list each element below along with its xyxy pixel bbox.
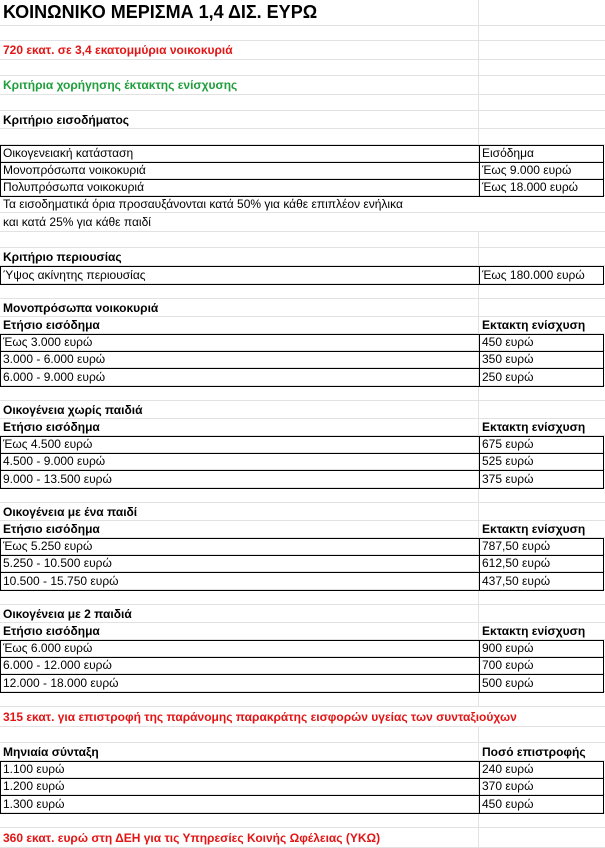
table-row [0, 761, 605, 778]
income-range-cell[interactable]: 6.000 - 12.000 ευρώ [3, 658, 112, 672]
table-row [0, 640, 605, 657]
refund-amount-cell[interactable]: 240 ευρώ [482, 762, 534, 776]
aid-column-header[interactable]: Εκτακτη ενίσχυση [482, 420, 586, 434]
income-range-cell[interactable]: Έως 6.000 ευρώ [3, 641, 93, 655]
household-type-cell[interactable]: Πολυπρόσωπα νοικοκυριά [3, 180, 145, 194]
income-range-cell[interactable]: 6.000 - 9.000 ευρώ [3, 369, 106, 384]
group-heading-row [0, 401, 605, 419]
aid-amount-cell[interactable]: 900 ευρώ [482, 641, 534, 655]
income-range-cell[interactable]: 10.500 - 15.750 ευρώ [3, 573, 119, 588]
table-row [0, 179, 605, 196]
income-limit-cell[interactable]: Έως 9.000 ευρώ [482, 163, 572, 177]
table-row [0, 555, 605, 572]
pensions-heading[interactable]: 315 εκατ. για επιστροφή της παράνομης παρακράτης εισφορών υγείας των συνταξιούχων [3, 709, 517, 724]
group-heading[interactable]: Οικογένεια με 2 παιδιά [3, 606, 132, 621]
income-range-cell[interactable]: 4.500 - 9.000 ευρώ [3, 454, 106, 468]
group-header-row [0, 317, 605, 334]
property-criterion-heading[interactable]: Κριτήριο περιουσίας [3, 249, 122, 264]
empty-row [0, 727, 605, 743]
aid-column-header[interactable]: Εκτακτη ενίσχυση [482, 522, 586, 536]
pension-column-header[interactable]: Μηνιαία σύνταξη [3, 744, 99, 759]
empty-row [0, 232, 605, 248]
income-note-line2[interactable]: και κατά 25% για κάθε παιδί [3, 215, 151, 229]
income-column-header[interactable]: Ετήσιο εισόδημα [3, 420, 100, 434]
aid-column-header[interactable]: Εκτακτη ενίσχυση [482, 318, 586, 332]
aid-amount-cell[interactable]: 612,50 ευρώ [482, 556, 551, 570]
empty-row [0, 26, 605, 41]
income-column-header[interactable]: Ετήσιο εισόδημα [3, 522, 100, 536]
aid-amount-cell[interactable]: 675 ευρώ [482, 437, 534, 451]
table-row [0, 351, 605, 368]
empty-row [0, 386, 605, 401]
household-type-cell[interactable]: Μονοπρόσωπα νοικοκυριά [3, 163, 146, 177]
pensions-heading-row [0, 707, 605, 727]
aid-amount-cell[interactable]: 500 ευρώ [482, 675, 534, 690]
income-column-header[interactable]: Ετήσιο εισόδημα [3, 318, 100, 332]
criteria-heading[interactable]: Κριτήρια χορήγησης έκτακτης ενίσχυσης [3, 78, 238, 92]
aid-amount-cell[interactable]: 787,50 ευρώ [482, 539, 551, 553]
aid-amount-cell[interactable]: 350 ευρώ [482, 352, 534, 366]
income-range-cell[interactable]: 12.000 - 18.000 ευρώ [3, 675, 119, 690]
group-heading[interactable]: Οικογένεια με ένα παιδί [3, 504, 138, 519]
table-row [0, 538, 605, 555]
table-row [0, 162, 605, 179]
empty-row [0, 692, 605, 707]
table-row [0, 470, 605, 488]
pension-amount-cell[interactable]: 1.100 ευρώ [3, 762, 65, 776]
aid-amount-cell[interactable]: 375 ευρώ [482, 471, 534, 486]
table-row [0, 674, 605, 692]
table-row [0, 778, 605, 795]
subtitle[interactable]: 720 εκατ. σε 3,4 εκατομμύρια νοικοκυριά [3, 43, 233, 57]
table-row [0, 657, 605, 674]
income-range-cell[interactable]: Έως 4.500 ευρώ [3, 437, 93, 451]
criteria-heading-row [0, 76, 605, 95]
note-row [0, 213, 605, 232]
income-range-cell[interactable]: Έως 5.250 ευρώ [3, 539, 93, 553]
empty-row [0, 284, 605, 299]
income-criterion-col2[interactable]: Εισόδημα [482, 146, 534, 160]
income-column-header[interactable]: Ετήσιο εισόδημα [3, 624, 100, 638]
table-row [0, 795, 605, 813]
income-range-cell[interactable]: 3.000 - 6.000 ευρώ [3, 352, 106, 366]
group-header-row [0, 521, 605, 538]
group-header-row [0, 623, 605, 640]
aid-amount-cell[interactable]: 450 ευρώ [482, 335, 534, 349]
income-criterion-col1[interactable]: Οικογενειακή κατάσταση [3, 146, 134, 160]
table-row [0, 453, 605, 470]
aid-amount-cell[interactable]: 525 ευρώ [482, 454, 534, 468]
group-heading[interactable]: Μονοπρόσωπα νοικοκυριά [3, 300, 159, 315]
refund-amount-cell[interactable]: 450 ευρώ [482, 796, 534, 811]
empty-row [0, 488, 605, 503]
footer-note[interactable]: 360 εκατ. ευρώ στη ΔΕΗ για τις Υπηρεσίες Κοινής Ωφέλειας (ΥΚΩ) [3, 830, 381, 845]
income-range-cell[interactable]: Έως 3.000 ευρώ [3, 335, 93, 349]
empty-row [0, 590, 605, 605]
property-limit-cell[interactable]: Έως 180.000 ευρώ [482, 267, 585, 282]
empty-row [0, 129, 605, 145]
page-title[interactable]: ΚΟΙΝΩΝΙΚΟ ΜΕΡΙΣΜΑ 1,4 ΔΙΣ. ΕΥΡΩ [3, 2, 318, 22]
table-row [0, 436, 605, 453]
pensions-header-row [0, 743, 605, 761]
subtitle-row [0, 41, 605, 60]
title-row [0, 0, 605, 26]
group-header-row [0, 419, 605, 436]
pension-amount-cell[interactable]: 1.300 ευρώ [3, 796, 65, 811]
income-range-cell[interactable]: 9.000 - 13.500 ευρώ [3, 471, 112, 486]
property-label-cell[interactable]: Ύψος ακίνητης περιουσίας [3, 267, 146, 282]
aid-amount-cell[interactable]: 437,50 ευρώ [482, 573, 551, 588]
table-row [0, 266, 605, 284]
refund-amount-cell[interactable]: 370 ευρώ [482, 779, 534, 793]
income-criterion-heading-row [0, 111, 605, 129]
income-range-cell[interactable]: 5.250 - 10.500 ευρώ [3, 556, 112, 570]
income-criterion-heading[interactable]: Κριτήριο εισοδήματος [3, 112, 130, 127]
group-heading-row [0, 503, 605, 521]
aid-amount-cell[interactable]: 700 ευρώ [482, 658, 534, 672]
income-criterion-header-row [0, 145, 605, 162]
note-row [0, 196, 605, 213]
pension-amount-cell[interactable]: 1.200 ευρώ [3, 779, 65, 793]
empty-row [0, 813, 605, 828]
income-note-line1[interactable]: Τα εισοδηματικά όρια προσαυξάνονται κατά 50% για κάθε επιπλέον ενήλικα [3, 197, 403, 211]
group-heading-row [0, 605, 605, 623]
table-row [0, 368, 605, 386]
group-heading[interactable]: Οικογένεια χωρίς παιδιά [3, 402, 143, 417]
table-row [0, 334, 605, 351]
aid-column-header[interactable]: Εκτακτη ενίσχυση [482, 624, 586, 638]
table-row [0, 572, 605, 590]
aid-amount-cell[interactable]: 250 ευρώ [482, 369, 534, 384]
group-heading-row [0, 299, 605, 317]
refund-column-header[interactable]: Ποσό επιστροφής [482, 744, 586, 759]
income-limit-cell[interactable]: Έως 18.000 ευρώ [482, 180, 579, 194]
footer-row [0, 828, 605, 848]
empty-row [0, 95, 605, 111]
property-criterion-heading-row [0, 248, 605, 266]
empty-row [0, 60, 605, 76]
